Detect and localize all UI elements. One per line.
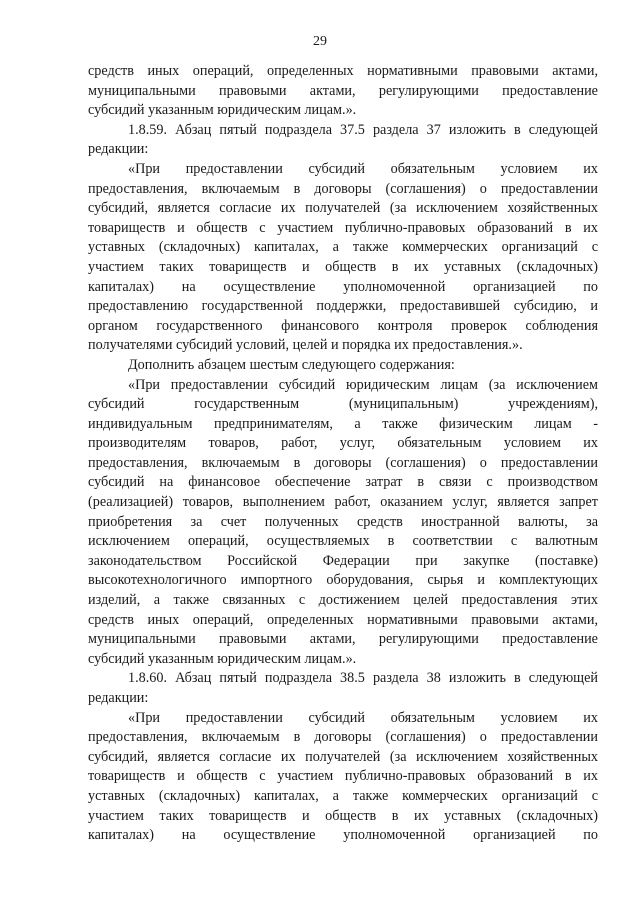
text-line: 1.8.60. Абзац пятый подраздела 38.5 раздела 38 изложить в следующей [128, 670, 598, 687]
text-line: исключением операций, осуществляемых в соответствии с валютным [88, 533, 598, 550]
text-line: (реализацией) товаров, выполнением работ, оказанием услуг, является запрет [88, 494, 598, 511]
text-line: субсидий государственным (муниципальным) учреждениям), [88, 396, 598, 413]
text-line: муниципальными правовыми актами, регулирующими предоставление [88, 631, 598, 648]
text-line: органом государственного финансового контроля проверок соблюдения [88, 317, 598, 334]
text-line: приобретения за счет полученных средств иностранной валюты, за [88, 513, 598, 530]
text-line: «При предоставлении субсидий юридическим лицам (за исключением [128, 376, 598, 393]
text-line: производителям товаров, работ, услуг, обязательным условием их [88, 435, 598, 452]
text-line: предоставления, включаемым в договоры (соглашения) о предоставлении [88, 180, 598, 197]
text-line: редакции: [88, 141, 149, 158]
text-line: субсидий указанным юридическим лицам.». [88, 102, 357, 119]
text-line: уставных (складочных) капиталах, а также коммерческих организаций с [88, 787, 598, 804]
text-line: участием таких товариществ и обществ в их уставных (складочных) [88, 807, 598, 824]
text-line: предоставлению государственной поддержки, предоставившей субсидию, и [88, 298, 598, 315]
text-line: муниципальными правовыми актами, регулирующими предоставление [88, 82, 598, 99]
text-line: 1.8.59. Абзац пятый подраздела 37.5 раздела 37 изложить в следующей [128, 121, 598, 138]
text-line: предоставления, включаемым в договоры (соглашения) о предоставлении [88, 729, 598, 746]
text-line: средств иных операций, определенных нормативными правовыми актами, [88, 63, 598, 79]
text-line: изделий, а также связанных с достижением целей предоставления этих [88, 592, 598, 609]
text-line: субсидий, является согласие их получателей (за исключением хозяйственных [88, 748, 598, 765]
text-line: участием таких товариществ и обществ в их уставных (складочных) [88, 258, 598, 275]
text-line: капиталах) на осуществление уполномоченной организацией по [88, 278, 598, 295]
text-line: субсидий, является согласие их получателей (за исключением хозяйственных [88, 200, 598, 217]
text-line: средств иных операций, определенных нормативными правовыми актами, [88, 611, 598, 628]
text-line: капиталах) на осуществление уполномоченной организацией по [88, 827, 598, 844]
text-line: товариществ и обществ с участием публично-правовых образований в их [88, 219, 598, 236]
text-line: предоставления, включаемым в договоры (соглашения) о предоставлении [88, 454, 598, 471]
page-number: 29 [313, 34, 327, 49]
text-line: «При предоставлении субсидий обязательным условием их [128, 709, 598, 726]
document-body [88, 62, 598, 846]
text-line: индивидуальным предпринимателям, а также физическим лицам - [88, 415, 598, 432]
text-line: субсидий указанным юридическим лицам.». [88, 650, 357, 667]
text-line: уставных (складочных) капиталах, а также коммерческих организаций с [88, 239, 598, 256]
text-line: товариществ и обществ с участием публично-правовых образований в их [88, 768, 598, 785]
text-line: получателями субсидий условий, целей и порядка их предоставления.». [88, 337, 523, 354]
text-line: субсидий на финансовое обеспечение затрат в связи с производством [88, 474, 598, 491]
text-line: законодательством Российской Федерации при закупке (поставке) [88, 552, 598, 569]
text-line: редакции: [88, 690, 149, 706]
text-line: Дополнить абзацем шестым следующего содержания: [128, 356, 455, 373]
text-line: «При предоставлении субсидий обязательным условием их [128, 160, 598, 177]
text-line: высокотехнологичного импортного оборудования, сырья и комплектующих [88, 572, 598, 589]
